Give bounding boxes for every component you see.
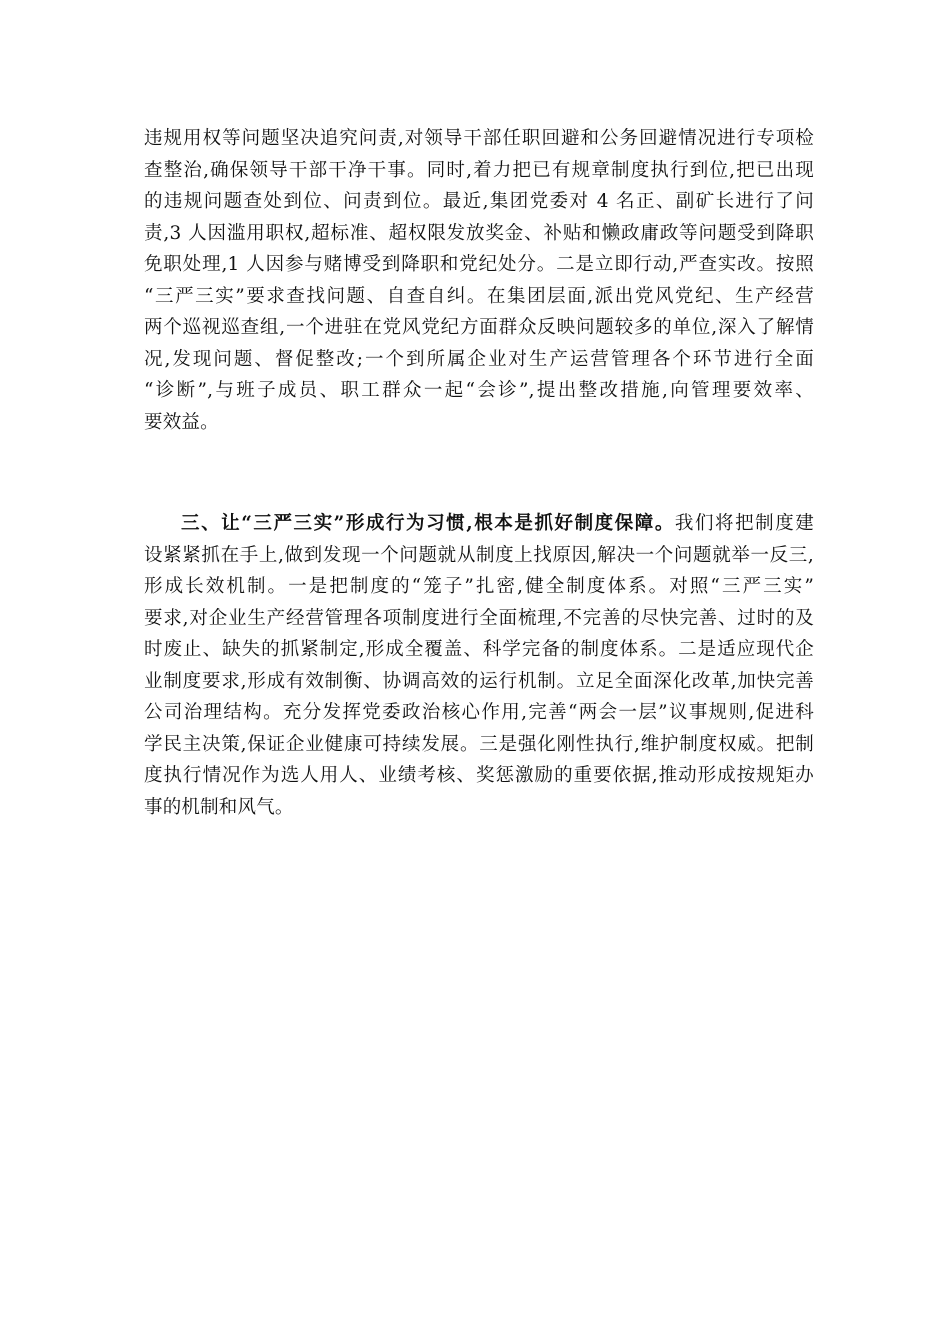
section-heading: 三、让“三严三实”形成行为习惯,根本是抓好制度保障。 [181, 513, 675, 534]
paragraph-line: 形成长效机制。一是把制度的“笼子”扎密,健全制度体系。对照“三严三实” [144, 576, 814, 597]
paragraph-line: 时废止、缺失的抓紧制定,形成全覆盖、科学完备的制度体系。二是适应现代企 [144, 639, 814, 660]
paragraph-text: 我们将把制度建 [674, 513, 814, 534]
paragraph-line: 事的机制和风气。 [144, 796, 294, 818]
paragraph-line: 的违规问题查处到位、问责到位。最近,集团党委对 4 名正、副矿长进行了问 [144, 191, 814, 212]
paragraph-line: “诊断”,与班子成员、职工群众一起“会诊”,提出整改措施,向管理要效率、 [144, 380, 814, 401]
paragraph-line: 违规用权等问题坚决追究问责,对领导干部任职回避和公务回避情况进行专项检 [144, 128, 814, 149]
paragraph-line: “三严三实”要求查找问题、自查自纠。在集团层面,派出党风党纪、生产经营 [144, 285, 814, 307]
paragraph-first-line [144, 508, 814, 540]
paragraph-line: 两个巡视巡查组,一个进驻在党风党纪方面群众反映问题较多的单位,深入了解情 [144, 317, 814, 338]
paragraph-line: 况,发现问题、督促整改;一个到所属企业对生产运营管理各个环节进行全面 [144, 348, 814, 370]
paragraph-line: 免职处理,1 人因参与赌博受到降职和党纪处分。二是立即行动,严查实改。按照 [144, 254, 814, 275]
paragraph-line: 公司治理结构。充分发挥党委政治核心作用,完善“两会一层”议事规则,促进科 [144, 702, 814, 723]
paragraph-line: 度执行情况作为选人用人、业绩考核、奖惩激励的重要依据,推动形成按规矩办 [144, 765, 814, 786]
paragraph-line: 设紧紧抓在手上,做到发现一个问题就从制度上找原因,解决一个问题就举一反三, [144, 544, 814, 566]
paragraph-line: 责,3 人因滥用职权,超标准、超权限发放奖金、补贴和懒政庸政等问题受到降职 [144, 222, 814, 244]
paragraph-line: 要效益。 [144, 411, 219, 433]
paragraph-line: 要求,对企业生产经营管理各项制度进行全面梳理,不完善的尽快完善、过时的及 [144, 607, 814, 629]
paragraph-2 [144, 508, 814, 823]
paragraph-line: 业制度要求,形成有效制衡、协调高效的运行机制。立足全面深化改革,加快完善 [144, 670, 814, 692]
paragraph-line: 学民主决策,保证企业健康可持续发展。三是强化刚性执行,维护制度权威。把制 [144, 733, 814, 755]
paragraph-1 [144, 123, 814, 438]
paragraph-line: 查整治,确保领导干部干净干事。同时,着力把已有规章制度执行到位,把已出现 [144, 159, 814, 181]
